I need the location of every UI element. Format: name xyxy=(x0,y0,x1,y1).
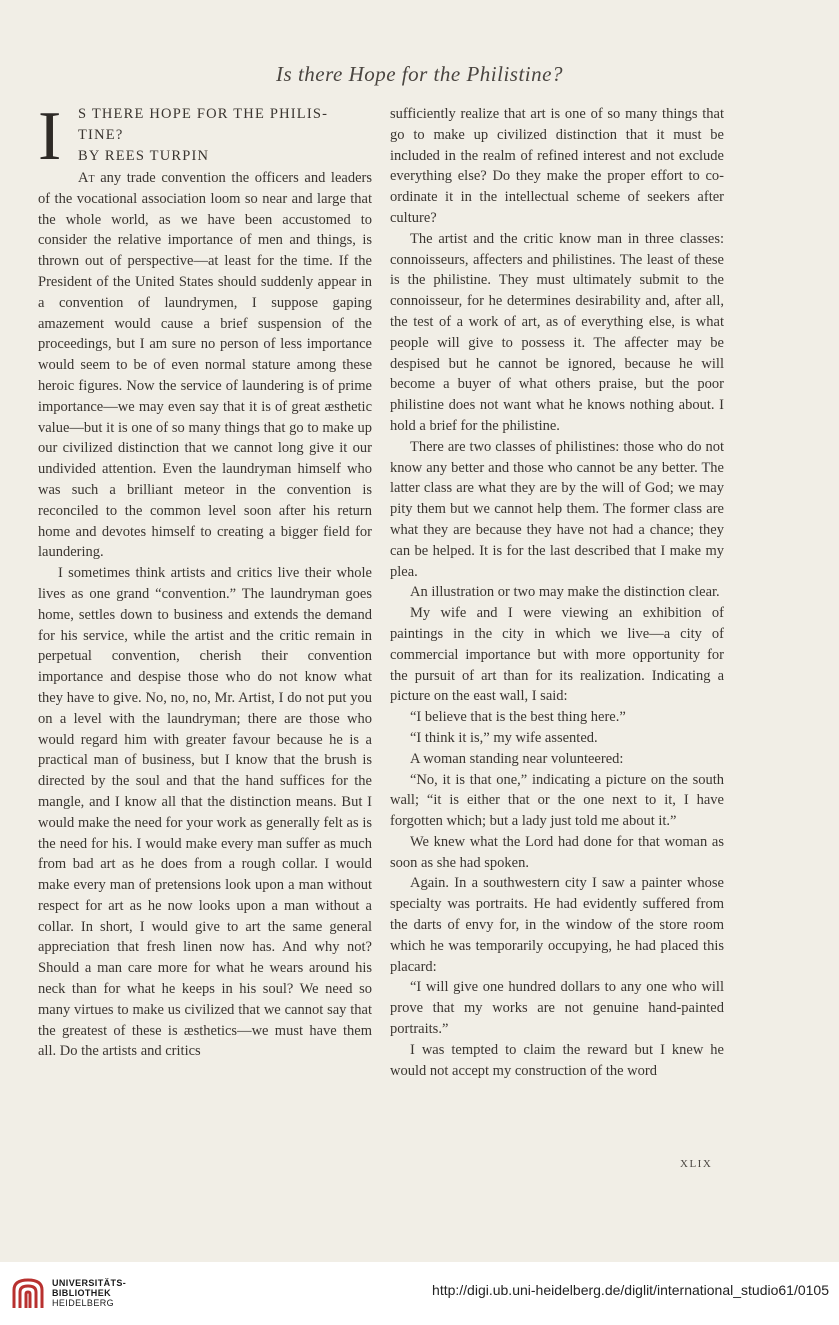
source-url-link[interactable]: http://digi.ub.uni-heidelberg.de/diglit/international_studio61/0105 xyxy=(432,1282,829,1298)
article-byline: BY REES TURPIN xyxy=(78,148,210,164)
article-title-block xyxy=(38,98,372,175)
paragraph: “I think it is,” my wife assented. xyxy=(410,729,598,746)
paragraph: An illustration or two may make the distinction clear. xyxy=(410,584,720,601)
left-column xyxy=(38,98,372,1062)
running-header: Is there Hope for the Philistine? xyxy=(276,62,563,86)
library-logo-icon xyxy=(10,1276,46,1312)
paragraph: We knew what the Lord had done for that woman as soon as she had spoken. xyxy=(390,833,724,871)
library-name-line-2: BIBLIOTHEK xyxy=(52,1288,111,1298)
first-paragraph xyxy=(38,168,372,563)
library-name xyxy=(52,1278,126,1308)
article-title-line-1: S THERE HOPE FOR THE PHILIS- xyxy=(78,106,329,122)
paragraph: The artist and the critic know man in three classes: connoisseurs, affecters and philistines. The least of these is the philistine. They must ultimately submit to the connoisseur, for he determines desirability and, after all, the test of a work of art, as of everything else, is what people will give to possess it. The affecter may be despised but he cannot be ignored, because he will become a buyer of what others praise, but the poor philistine does not want what he knows nothing about. I hold a brief for the philistine. xyxy=(390,230,724,434)
first-word: At xyxy=(78,170,95,186)
library-name-line-3: HEIDELBERG xyxy=(52,1298,115,1308)
paragraph: Again. In a southwestern city I saw a painter whose specialty was portraits. He had evidently suffered from the darts of envy for, in the window of the store room which he was temporarily occupying, he had placed this placard: xyxy=(390,875,724,975)
footer-bar xyxy=(0,1262,839,1325)
paragraph: I was tempted to claim the reward but I knew he would not accept my construction of the word xyxy=(390,1041,724,1079)
paragraph: A woman standing near volunteered: xyxy=(410,750,624,767)
article-title-line-2: TINE? xyxy=(78,127,124,143)
paragraph-continuation: sufficiently realize that art is one of so many things that go to make up civilized distinction that it must be included in the realm of refined interest and not exclude everything else? Do they make the proper effort to co-ordinate it in the intellectual scheme of seekers after culture? xyxy=(390,106,724,226)
paragraph: My wife and I were viewing an exhibition of paintings in the city in which we live—a city of commercial importance but with more opportunity for the pursuit of art than for its realization. Indicating a picture on the east wall, I said: xyxy=(390,605,724,705)
right-column xyxy=(390,104,724,1081)
library-name-line-1: UNIVERSITÄTS- xyxy=(52,1278,127,1288)
first-paragraph-text: any trade convention the officers and leaders of the vocational association loom so near and large that the whole world, as we have been accustomed to consider the relative importance of men and things, is thrown out of perspective—at least for the time. If the President of the United States should suddenly appear in a convention of laundrymen, I suppose gaping amazement would cause a brief suspension of the proceedings, but I am sure no person of less importance would seem to be of even normal stature among these heroic figures. Now the service of laundering is of prime importance—we may even say that it is of great æsthetic value—but it is one of so many things that go to make up our civilized distinction that we cannot long give it our undivided attention. Even the laundryman himself who was such a brilliant meteor in the convention is reconciled to the common level soon after his return home and devotes himself to creating a bigger field for laundering. xyxy=(38,170,372,561)
paragraph: I sometimes think artists and critics live their whole lives as one grand “convention.” The laundryman goes home, settles down to business and extends the demand for his service, while the artist and the critic remain in perpetual convention, cherish their convention importance and despise those who do not know what they have to give. No, no, no, Mr. Artist, I do not put you on a level with the laundryman; there are those who would regard him with greater favour because he is a practical man of business, but I know that the brush is directed by the soul and that the hand suffices for the mangle, and I know all that the distinction means. But I would make the need for your work as generally felt as is the need for his. I would make every man suffer as much from bad art as he does from a rough collar. I would make every man of pretensions look upon a man without respect for art as he now looks upon a man without a collar. In short, I would give to art the same general appreciation that fresh linen now has. And why not? Should a man care more for what he wears around his neck than for what he keeps in his soul? We need so many virtues to make us civilized that we cannot say that the greatest of these is æsthetics—we must have them all. Do the artists and critics xyxy=(38,565,372,1060)
paragraph: There are two classes of philistines: those who do not know any better and those who cannot be any better. The latter class are what they are by the will of God; we may pity them but we cannot help them. The former class are what they are because they have not had a chance; they can be helped. It is for the last described that I make my plea. xyxy=(390,438,724,580)
page-number: XLIX xyxy=(680,1158,713,1170)
paragraph: “I will give one hundred dollars to any one who will prove that my works are not genuine hand-painted portraits.” xyxy=(390,979,724,1038)
paragraph: “I believe that is the best thing here.” xyxy=(410,709,626,726)
drop-cap: I xyxy=(38,98,63,175)
paragraph: “No, it is that one,” indicating a picture on the south wall; “it is either that or the one next to it, I have forgotten which; but a lady just told me about it.” xyxy=(390,771,724,830)
